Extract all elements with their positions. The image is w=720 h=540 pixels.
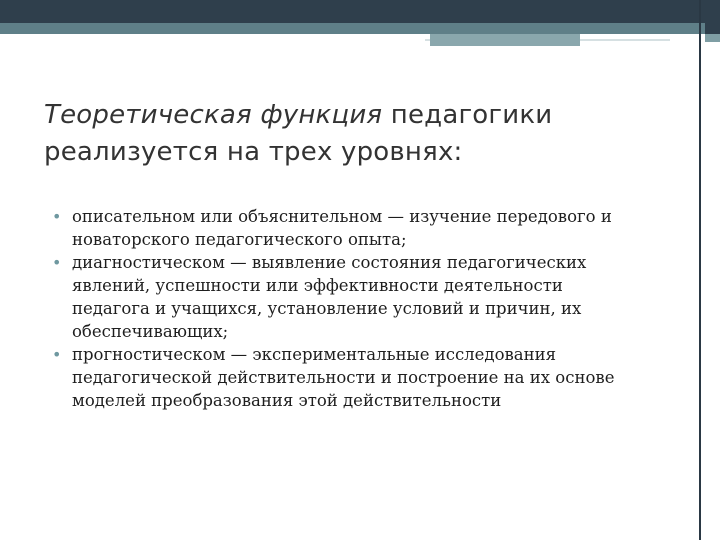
bullet-line: явлений, успешности или эффективности деятельности <box>72 276 563 295</box>
bullet-item-diagnostic <box>52 251 682 343</box>
title-line-2: реализуется на трех уровнях: <box>44 137 463 167</box>
bullet-icon: • <box>52 253 62 272</box>
header-band-dark <box>0 0 720 23</box>
slide-title <box>44 97 664 171</box>
header-band-teal <box>0 23 720 34</box>
bullet-list <box>52 205 682 412</box>
bullet-line: обеспечивающих; <box>72 322 229 341</box>
corner-block-dark <box>705 0 720 34</box>
bullet-icon: • <box>52 207 62 226</box>
title-italic-part: Теоретическая функция <box>44 100 383 130</box>
bullet-line: прогностическом — экспериментальные исследования <box>72 345 557 364</box>
header-accent-bar <box>430 34 580 46</box>
bullet-line: диагностическом — выявление состояния педагогических <box>72 253 587 272</box>
bullet-item-prognostic <box>52 343 682 412</box>
bullet-line: описательном или объяснительном — изучение передового и <box>72 207 612 226</box>
bullet-icon: • <box>52 345 62 364</box>
bullet-line: педагога и учащихся, установление условий и причин, их <box>72 299 582 318</box>
bullet-item-descriptive <box>52 205 682 251</box>
bullet-line: новаторского педагогического опыта; <box>72 230 407 249</box>
corner-block-teal <box>705 34 720 42</box>
bullet-line: моделей преобразования этой действительности <box>72 391 502 410</box>
title-line-1 <box>44 97 664 134</box>
right-edge-line <box>699 0 701 540</box>
title-rest-line-1: педагогики <box>382 100 553 130</box>
bullet-line: педагогической действительности и построение на их основе <box>72 368 615 387</box>
